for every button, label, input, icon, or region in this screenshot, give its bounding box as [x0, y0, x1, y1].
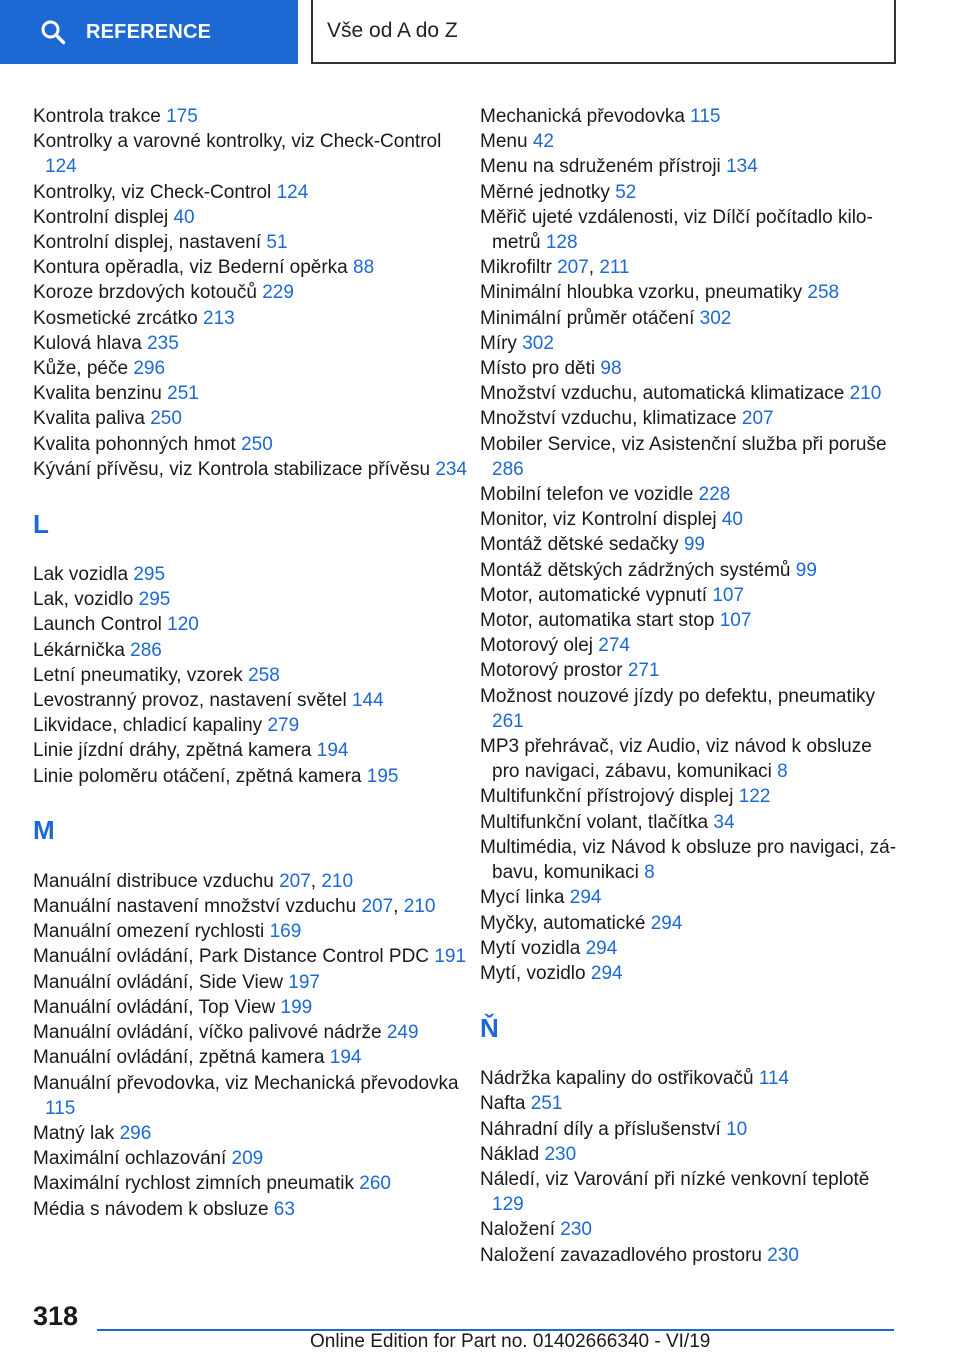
index-entry-text: Motorový olej — [480, 635, 593, 657]
page-link[interactable]: 210 — [849, 383, 882, 405]
index-entry — [33, 205, 473, 230]
index-entry — [480, 961, 900, 986]
index-entry-text: Mycí linka — [480, 887, 565, 909]
index-entry — [480, 558, 900, 583]
index-entry-text: Manuální ovládání, Side View — [33, 971, 283, 993]
page-link[interactable]: 129 — [492, 1194, 524, 1216]
index-entry — [480, 608, 900, 633]
page-link[interactable]: 294 — [585, 937, 618, 959]
index-entry-text: Kývání přívěsu, viz Kontrola stabilizace přívěsu — [33, 458, 431, 480]
index-entry-text: Maximální ochlazování — [33, 1148, 227, 1170]
page-link[interactable]: 99 — [683, 534, 705, 556]
index-entry — [480, 810, 900, 835]
index-entry-text: Manuální ovládání, Park Distance Control PDC — [33, 946, 430, 968]
index-entry-text: Levostranný provoz, nastavení světel — [33, 690, 347, 712]
index-entry — [33, 1197, 473, 1222]
index-entry-text: Manuální převodovka, viz Mechanická převodovka — [33, 1072, 459, 1094]
page-link[interactable]: 271 — [627, 660, 660, 682]
index-entry — [33, 995, 473, 1020]
index-entry — [33, 663, 473, 688]
index-entry-text: Náhradní díly a příslušenství — [480, 1118, 721, 1140]
index-entry — [33, 1071, 473, 1121]
index-entry — [480, 331, 900, 356]
page-link[interactable]: 107 — [719, 610, 752, 632]
index-entry — [33, 180, 473, 205]
page-footer — [0, 1295, 960, 1362]
index-entry — [33, 432, 473, 457]
page-link[interactable]: 250 — [150, 408, 182, 430]
index-entry — [33, 1020, 473, 1045]
index-entry-text: Montáž dětských zádržných systémů — [480, 559, 791, 581]
index-entry-text: Lak vozidla — [33, 564, 129, 586]
index-entry: Manuální nastavení množství vzduchu 207, 210 — [33, 896, 436, 918]
page-link[interactable]: 211 — [599, 257, 630, 279]
edition-info: Online Edition for Part no. 01402666340 - VI/19 — [310, 1331, 711, 1352]
index-entry — [33, 381, 473, 406]
page-link[interactable]: 249 — [386, 1022, 419, 1044]
index-entry-text: Místo pro děti — [480, 358, 596, 380]
page-link[interactable]: 63 — [273, 1198, 295, 1220]
index-entry — [33, 1146, 473, 1171]
page-link[interactable]: 194 — [329, 1047, 362, 1069]
page-link[interactable]: 295 — [133, 564, 166, 586]
index-entry — [480, 205, 900, 255]
page-link[interactable]: 8 — [777, 761, 788, 783]
index-entry — [480, 1091, 900, 1116]
page-link[interactable]: 210 — [321, 870, 354, 892]
page-link[interactable]: 296 — [133, 358, 166, 380]
index-entry-text: Naložení zavazadlového prostoru — [480, 1244, 763, 1266]
index-entry-text: Kontrolní displej — [33, 206, 169, 228]
page-link[interactable]: 99 — [795, 559, 817, 581]
index-entry-text: Nafta — [480, 1093, 526, 1115]
index-entry-text: Lak, vozidlo — [33, 589, 134, 611]
index-entry-text: Náledí, viz Varování při nízké venkovní teplotě — [480, 1168, 870, 1190]
page-link[interactable]: 88 — [353, 257, 375, 279]
index-entry — [480, 1243, 900, 1268]
page-link[interactable]: 124 — [45, 156, 77, 178]
page-link[interactable]: 115 — [690, 106, 721, 127]
index-entry — [480, 1217, 900, 1242]
index-entry-text: Kvalita pohonných hmot — [33, 433, 236, 455]
index-entry — [33, 457, 473, 482]
index-entry — [480, 583, 900, 608]
index-entry — [33, 587, 473, 612]
index-entry-text: Menu na sdruženém přístroji — [480, 156, 721, 178]
index-entry — [33, 306, 473, 331]
page-link[interactable]: 175 — [166, 106, 198, 127]
page-link[interactable]: 191 — [434, 946, 467, 968]
index-entry-text: MP3 přehrávač, viz Audio, viz návod k obsluze pro navigaci, zábavu, komunikaci — [480, 736, 872, 783]
page-link[interactable]: 52 — [615, 181, 637, 203]
page-link[interactable]: 194 — [316, 740, 349, 762]
index-entry — [480, 1066, 900, 1091]
index-entry-text: Kosmetické zrcátko — [33, 307, 198, 329]
index-entry-text: Náklad — [480, 1143, 540, 1165]
index-entry-text: Launch Control — [33, 614, 162, 636]
index-entry-text: Mechanická převodovka — [480, 106, 685, 127]
index-entry-text: Naložení — [480, 1219, 555, 1241]
page-link[interactable]: 114 — [758, 1068, 790, 1090]
index-entry — [480, 885, 900, 910]
index-entry — [33, 1121, 473, 1146]
index-entry — [480, 936, 900, 961]
index-entry-text: Lékárnička — [33, 639, 125, 661]
index-entry — [33, 331, 473, 356]
index-entry-text: Kontura opěradla, viz Bederní opěrka — [33, 257, 348, 279]
page-link[interactable]: 128 — [545, 232, 578, 254]
page-link[interactable]: 195 — [366, 765, 399, 787]
index-entry — [480, 280, 900, 305]
page-link[interactable]: 42 — [532, 131, 554, 153]
index-entry-text: Motor, automatika start stop — [480, 610, 715, 632]
section-title: Vše od A do Z — [327, 19, 458, 42]
page-link[interactable]: 258 — [807, 282, 840, 304]
index-entry: Mikrofiltr 207, 211 — [480, 257, 630, 279]
index-entry — [33, 230, 473, 255]
index-entry — [480, 306, 900, 331]
index-entry — [33, 638, 473, 663]
index-entry-text: Manuální ovládání, Top View — [33, 996, 276, 1018]
index-entry — [33, 688, 473, 713]
index-entry — [480, 432, 900, 482]
page-link[interactable]: 197 — [288, 971, 320, 993]
index-entry-text: Monitor, viz Kontrolní displej — [480, 509, 717, 531]
page-link[interactable]: 261 — [492, 710, 524, 732]
index-entry — [33, 129, 473, 179]
index-entry — [33, 255, 473, 280]
index-entry — [480, 835, 900, 885]
index-entry-text: Manuální distribuce vzduchu — [33, 870, 274, 892]
index-entry-text: Manuální omezení rychlosti — [33, 921, 265, 943]
index-entry — [33, 944, 473, 969]
page-link[interactable]: 279 — [267, 715, 300, 737]
page-link[interactable]: 234 — [435, 458, 468, 480]
index-entry: Manuální distribuce vzduchu 207, 210 — [33, 870, 354, 892]
index-entry-text: Minimální hloubka vzorku, pneumatiky — [480, 282, 803, 304]
page-link[interactable]: 10 — [726, 1118, 748, 1140]
index-entry-text: Kontrola trakce — [33, 106, 161, 127]
page-link[interactable]: 250 — [241, 433, 273, 455]
index-entry — [480, 658, 900, 683]
index-entry — [480, 911, 900, 936]
index-entry-text: Míry — [480, 332, 517, 354]
index-entry-text: Kontrolní displej, nastavení — [33, 232, 262, 254]
page-link[interactable]: 209 — [231, 1148, 264, 1170]
page-link[interactable]: 302 — [699, 307, 732, 329]
index-entry-text: Kontrolky a varovné kontrolky, viz Check-Control — [33, 131, 442, 153]
index-entry — [480, 734, 900, 784]
index-entry — [33, 764, 473, 789]
index-entry-text: Likvidace, chladicí kapaliny — [33, 715, 263, 737]
index-entry — [480, 507, 900, 532]
index-entry — [33, 738, 473, 763]
index-entry-text: Multifunkční přístrojový displej — [480, 786, 734, 808]
index-entry — [480, 104, 900, 129]
index-entry-text: Množství vzduchu, automatická klimatizace — [480, 383, 845, 405]
page-link[interactable]: 144 — [351, 690, 384, 712]
index-entry-text: Multimédia, viz Návod k obsluze pro navigaci, zábavu, komunikaci — [480, 836, 897, 884]
index-entry-text: Minimální průměr otáčení — [480, 307, 695, 329]
index-column-right — [480, 104, 900, 1268]
page-link[interactable]: 51 — [266, 232, 288, 254]
index-entry-text: Měrné jednotky — [480, 181, 610, 203]
index-entry — [480, 633, 900, 658]
page-link[interactable]: 107 — [712, 584, 745, 606]
page-link[interactable]: 134 — [726, 156, 758, 178]
page-link[interactable]: 34 — [713, 811, 735, 833]
page-link[interactable]: 230 — [560, 1219, 592, 1241]
index-entry-text: Motorový prostor — [480, 660, 623, 682]
index-entry-text: Kvalita paliva — [33, 408, 145, 430]
index-entry — [33, 970, 473, 995]
reference-tab-label: REFERENCE — [86, 20, 212, 43]
page-link[interactable]: 258 — [248, 664, 280, 686]
page-link[interactable]: 295 — [138, 589, 171, 611]
index-entry-text: Multifunkční volant, tlačítka — [480, 811, 709, 833]
index-entry-text: Linie poloměru otáčení, zpětná kamera — [33, 765, 362, 787]
page-link[interactable]: 169 — [269, 921, 302, 943]
page-link[interactable]: 40 — [721, 509, 743, 531]
page-link[interactable]: 210 — [403, 896, 436, 918]
page-link[interactable]: 229 — [262, 282, 294, 304]
page-link[interactable]: 124 — [276, 181, 309, 203]
index-entry — [480, 1117, 900, 1142]
search-icon — [40, 19, 66, 45]
index-entry-text: Kůže, péče — [33, 358, 129, 380]
index-entry — [480, 154, 900, 179]
index-entry — [480, 381, 900, 406]
index-entry — [33, 919, 473, 944]
index-entry-text: Možnost nouzové jízdy po defektu, pneumatiky — [480, 685, 876, 707]
index-entry — [33, 406, 473, 431]
index-entry-text: Manuální ovládání, víčko palivové nádrže — [33, 1022, 382, 1044]
page-link[interactable]: 302 — [522, 332, 554, 354]
page-link[interactable]: 251 — [530, 1093, 563, 1115]
page-link[interactable]: 207 — [557, 257, 589, 279]
index-entry — [480, 1167, 900, 1217]
index-entry-text: Mobiler Service, viz Asistenční služba při poruše — [480, 433, 887, 455]
index-column-left — [33, 104, 473, 1222]
page-header — [0, 0, 960, 66]
page-link[interactable]: 260 — [359, 1173, 391, 1195]
page-link[interactable]: 296 — [119, 1122, 152, 1144]
index-entry — [480, 532, 900, 557]
index-entry-text: Mytí vozidla — [480, 937, 581, 959]
index-letter-heading: L — [33, 508, 49, 539]
index-entry-text: Letní pneumatiky, vzorek — [33, 664, 243, 686]
page-link[interactable]: 228 — [698, 484, 731, 506]
index-entry — [33, 1171, 473, 1196]
index-entry-text: Mikrofiltr — [480, 257, 552, 279]
index-entry — [33, 713, 473, 738]
index-entry — [480, 180, 900, 205]
page-link[interactable]: 230 — [544, 1143, 577, 1165]
page-link[interactable]: 207 — [741, 408, 774, 430]
index-entry — [33, 562, 473, 587]
index-entry-text: Mobilní telefon ve vozidle — [480, 484, 694, 506]
index-entry-text: Měřič ujeté vzdálenosti, viz Dílčí počítadlo kilometrů — [480, 206, 873, 254]
index-entry — [33, 280, 473, 305]
page-link[interactable]: 274 — [598, 635, 630, 657]
section-title-box — [311, 0, 896, 64]
index-entry — [480, 356, 900, 381]
page-link[interactable]: 235 — [147, 332, 179, 354]
page-link[interactable]: 40 — [173, 206, 195, 228]
index-letter-heading: Ň — [480, 1012, 499, 1043]
index-letter-heading: M — [33, 815, 55, 846]
page-link[interactable]: 207 — [279, 870, 311, 892]
index-entry — [480, 784, 900, 809]
index-entry-text: Myčky, automatické — [480, 912, 646, 934]
index-entry-text: Montáž dětské sedačky — [480, 534, 679, 556]
index-entry — [480, 1142, 900, 1167]
page-link[interactable]: 207 — [361, 896, 394, 918]
index-entry — [33, 356, 473, 381]
index-entry — [33, 612, 473, 637]
page-link[interactable]: 115 — [45, 1097, 76, 1119]
index-entry-text: Kulová hlava — [33, 332, 142, 354]
page-link[interactable]: 120 — [167, 614, 199, 636]
page-link[interactable]: 294 — [650, 912, 683, 934]
index-entry-text: Linie jízdní dráhy, zpětná kamera — [33, 740, 312, 762]
reference-tab[interactable] — [0, 0, 298, 64]
index-entry-text: Matný lak — [33, 1122, 115, 1144]
index-entry-text: Média s návodem k obsluze — [33, 1198, 269, 1220]
index-entry-text: Manuální nastavení množství vzduchu — [33, 896, 357, 918]
page-link[interactable]: 286 — [492, 458, 524, 480]
index-entry-text: Mytí, vozidlo — [480, 962, 586, 984]
page-link[interactable]: 199 — [280, 996, 313, 1018]
index-entry — [480, 129, 900, 154]
page-link[interactable]: 8 — [644, 862, 655, 884]
index-entry-text: Množství vzduchu, klimatizace — [480, 408, 737, 430]
page-link[interactable]: 122 — [738, 786, 771, 808]
page-link[interactable]: 251 — [167, 383, 199, 405]
index-entry-text: Kvalita benzinu — [33, 383, 162, 405]
index-entry — [480, 684, 900, 734]
page-link[interactable]: 286 — [130, 639, 162, 661]
page-link[interactable]: 98 — [600, 358, 622, 380]
index-entry — [33, 1045, 473, 1070]
page-link[interactable]: 230 — [767, 1244, 799, 1266]
index-entry — [480, 482, 900, 507]
index-entry-text: Motor, automatické vypnutí — [480, 584, 708, 606]
page-link[interactable]: 294 — [569, 887, 602, 909]
page-link[interactable]: 213 — [203, 307, 235, 329]
index-entry-text: Maximální rychlost zimních pneumatik — [33, 1173, 354, 1195]
index-entry-text: Koroze brzdových kotoučů — [33, 282, 257, 304]
index-entry-text: Kontrolky, viz Check-Control — [33, 181, 272, 203]
index-entry — [480, 406, 900, 431]
index-entry-text: Nádržka kapaliny do ostřikovačů — [480, 1068, 754, 1090]
page-number: 318 — [33, 1301, 79, 1331]
index-entry-text: Manuální ovládání, zpětná kamera — [33, 1047, 325, 1069]
index-entry-text: Menu — [480, 131, 528, 153]
index-entry — [33, 104, 473, 129]
page-link[interactable]: 294 — [590, 962, 623, 984]
